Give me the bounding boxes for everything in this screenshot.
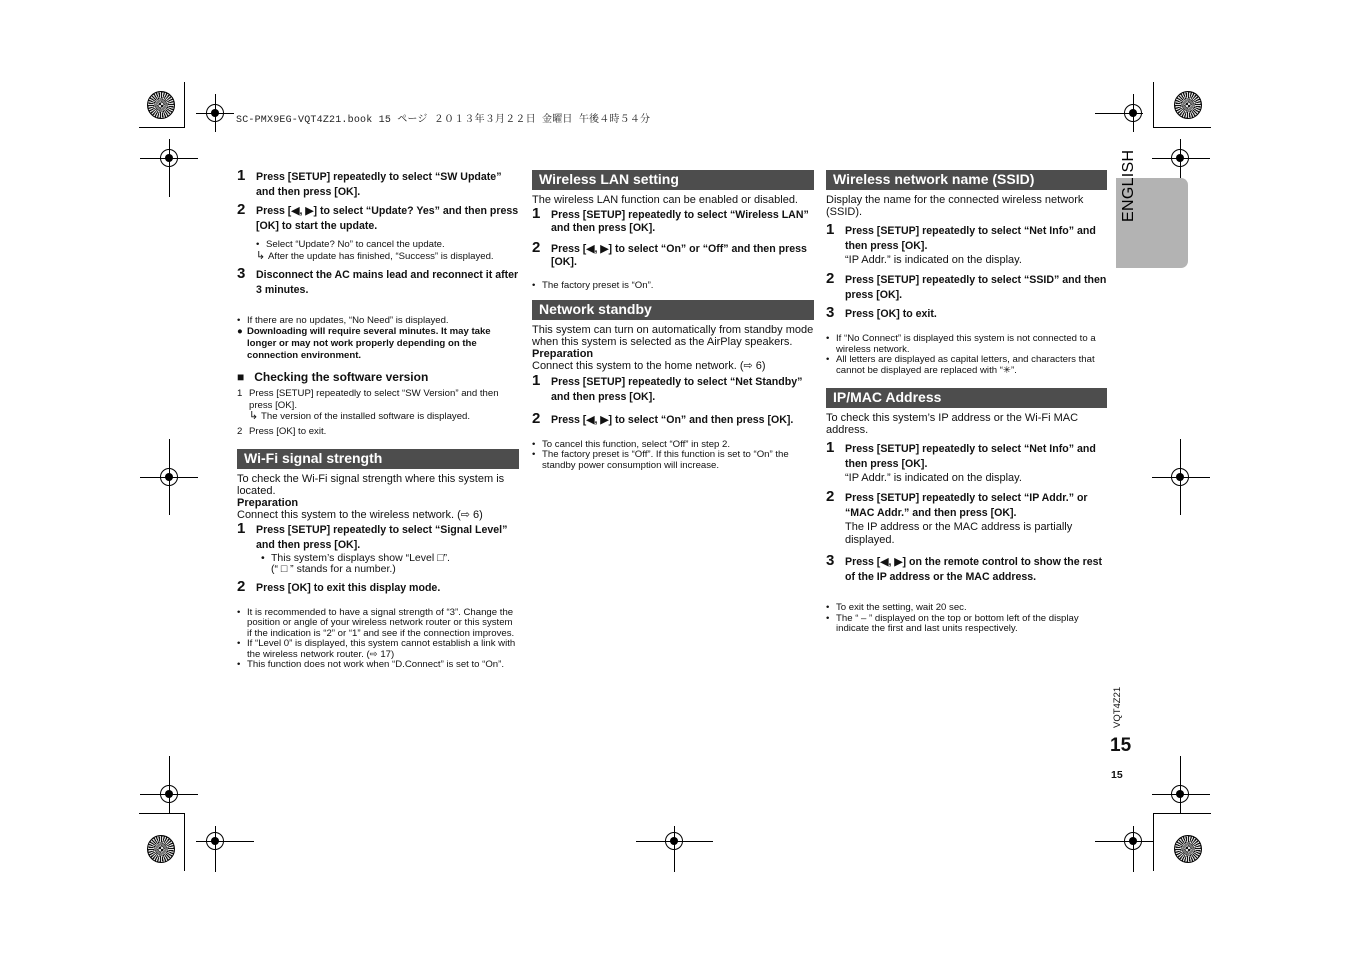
ssid-note-2: • All letters are displayed as capital letters, and characters that cannot be displayed are replaced with “✳”. <box>826 354 1095 376</box>
document-code: VQT4Z21 <box>1112 686 1123 728</box>
wifi-note-3: • This function does not work when “D.Connect” is set to “On”. <box>237 659 505 670</box>
ip-note-2: • The “ – ” displayed on the top or bottom left of the display indicate the first and last units respectively. <box>826 612 1079 634</box>
page-number-large: 15 <box>1110 735 1132 756</box>
registration-rosette-icon <box>147 835 175 863</box>
section-header-ip-mac: IP/MAC Address <box>826 388 1107 408</box>
ns-intro: This system can turn on automatically from standby mode when this system is selected as the AirPlay speakers. <box>532 323 814 348</box>
book-info-line: SC-PMX9EG-VQT4Z21.book 15 ページ ２０１３年３月２２日 金曜日 午後４時５４分 <box>236 115 651 126</box>
ip-intro: To check this system’s IP address or the Wi-Fi MAC address. <box>826 412 1079 436</box>
column-middle <box>532 170 814 471</box>
ns-step-2: 2 Press [◀, ▶] to select “On” and then press [OK]. <box>532 409 794 427</box>
check-version-heading: ■ Checking the software version <box>237 370 429 384</box>
arrow-return-icon: ↳ <box>249 410 259 422</box>
step-text: Press [SETUP] repeatedly to select “SW Update” and then press [OK]. <box>256 171 502 198</box>
wifi-step-2: 2 Press [OK] to exit this display mode. <box>237 577 441 595</box>
ns-preparation: Connect this system to the home network. (⇨ 6) <box>532 359 766 372</box>
ssid-intro: Display the name for the connected wireless network (SSID). <box>826 194 1084 218</box>
preparation-label: Preparation <box>532 347 594 360</box>
ip-note-1: • To exit the setting, wait 20 sec. <box>826 602 967 613</box>
update-sub-bullet: • Select “Update? No” to cancel the update. <box>256 239 445 250</box>
step-number: 2 <box>237 201 246 218</box>
column-right <box>826 170 1107 635</box>
ns-note-2: • The factory preset is “Off”. If this function is set to “On” the standby power consumption will increase. <box>532 449 789 471</box>
page-number-small: 15 <box>1111 769 1123 781</box>
arrow-return-icon: ↳ <box>256 249 266 262</box>
ip-step-1: 1 Press [SETUP] repeatedly to select “Net Info” and then press [OK]. “IP Addr.” is indicated on the display. <box>826 442 1107 485</box>
language-tab <box>1116 149 1188 268</box>
ip-step-2: 2 Press [SETUP] repeatedly to select “IP Addr.” or “MAC Addr.” and then press [OK]. The IP address or the MAC address is partially displayed. <box>826 491 1107 547</box>
update-sub-arrow: ↳ After the update has finished, “Success” is displayed. <box>256 249 494 262</box>
update-step-2 <box>237 201 519 234</box>
ssid-note-1: • If “No Connect” is displayed this system is not connected to a wireless network. <box>826 333 1096 355</box>
ip-step-3: 3 Press [◀, ▶] on the remote control to show the rest of the IP address or the MAC address. <box>826 552 1103 583</box>
wlan-step-1: 1 Press [SETUP] repeatedly to select “Wireless LAN” and then press [OK]. <box>532 205 809 234</box>
wifi-step-1-sub2: (“ □ ” stands for a number.) <box>271 562 396 575</box>
section-header-wireless-lan: Wireless LAN setting <box>532 170 814 190</box>
bullet-dot-icon: ● <box>237 326 243 337</box>
square-bullet-icon: ■ <box>237 370 245 384</box>
check-version-step-1: 1 Press [SETUP] repeatedly to select “SW Version” and then press [OK]. <box>237 388 499 411</box>
section-header-network-standby: Network standby <box>532 300 814 320</box>
wifi-note-1: • It is recommended to have a signal strength of “3”. Change the position or angle of your wireless network router or this system if the indication is “2” or “1” and see if the connection improves. <box>237 606 515 639</box>
registration-rosette-icon <box>1174 835 1202 863</box>
wlan-note: • The factory preset is “On”. <box>532 280 654 291</box>
ssid-step-3: 3 Press [OK] to exit. <box>826 304 937 321</box>
step-number: 3 <box>237 264 246 282</box>
step-number: 1 <box>237 167 246 184</box>
wifi-preparation: Connect this system to the wireless network. (⇨ 6) <box>237 508 483 521</box>
ip-step-2-result: The IP address or the MAC address is partially displayed. <box>845 521 1073 546</box>
registration-rosette-icon <box>1174 91 1202 119</box>
ssid-step-1: 1 Press [SETUP] repeatedly to select “Net Info” and then press [OK]. “IP Addr.” is indicated on the display. <box>826 224 1107 267</box>
ip-step-1-result: “IP Addr.” is indicated on the display. <box>845 472 1022 484</box>
update-note-2: ● Downloading will require several minutes. It may take longer or may not work properly depending on the connection environment. <box>237 326 491 361</box>
ns-step-1: 1 Press [SETUP] repeatedly to select “Net Standby” and then press [OK]. <box>532 371 803 403</box>
wifi-intro: To check the Wi-Fi signal strength where this system is located. <box>237 472 505 497</box>
step-text: Disconnect the AC mains lead and reconnect it after 3 minutes. <box>256 268 519 296</box>
step-text: Press [◀, ▶] to select “Update? Yes” and then press [OK] to start the update. <box>256 205 519 232</box>
section-header-ssid: Wireless network name (SSID) <box>826 170 1107 190</box>
check-version-arrow: ↳ The version of the installed software is displayed. <box>249 410 471 422</box>
language-tab-label: ENGLISH <box>1120 149 1137 222</box>
wifi-step-1-sub: • This system’s displays show “Level □”. <box>261 551 450 564</box>
wlan-step-2: 2 Press [◀, ▶] to select “On” or “Off” and then press [OK]. <box>532 239 807 268</box>
update-step-1 <box>237 167 519 200</box>
wifi-note-2: • If “Level 0” is displayed, this system cannot establish a link with the wireless network router. (⇨ 17) <box>237 638 516 660</box>
check-version-step-2: 2 Press [OK] to exit. <box>237 426 327 437</box>
ssid-step-1-result: “IP Addr.” is indicated on the display. <box>845 254 1022 266</box>
update-note-1: • If there are no updates, “No Need” is displayed. <box>237 314 449 326</box>
wifi-step-1: 1 Press [SETUP] repeatedly to select “Signal Level” and then press [OK]. <box>237 519 508 551</box>
ssid-step-2: 2 Press [SETUP] repeatedly to select “SSID” and then press [OK]. <box>826 270 1107 301</box>
column-left <box>237 166 519 671</box>
ns-note-1: • To cancel this function, select “Off” in step 2. <box>532 438 731 450</box>
update-step-3 <box>237 264 519 298</box>
preparation-label: Preparation <box>237 496 299 509</box>
section-header-wifi-signal: Wi-Fi signal strength <box>237 449 519 469</box>
registration-rosette-icon <box>147 91 175 119</box>
wlan-intro: The wireless LAN function can be enabled or disabled. <box>532 194 798 206</box>
